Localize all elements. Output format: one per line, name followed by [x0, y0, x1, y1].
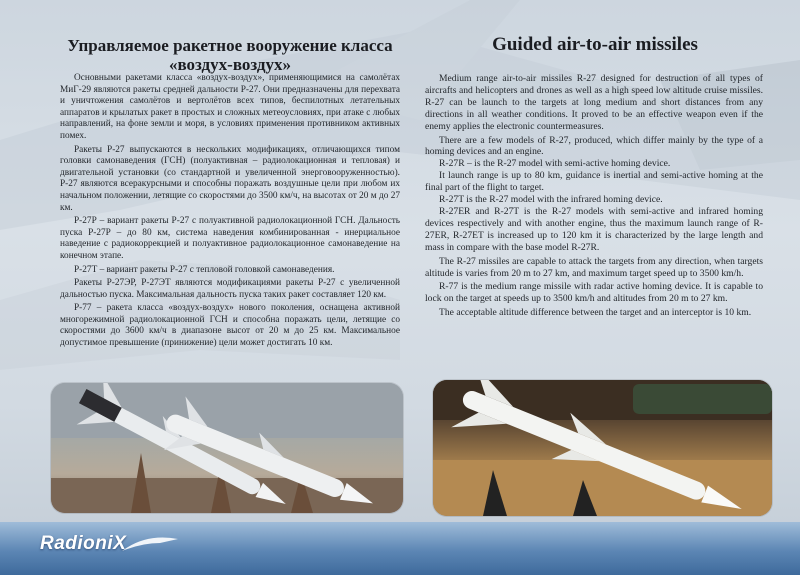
right-title: Guided air-to-air missiles [492, 34, 698, 55]
logo-swoosh-icon [120, 531, 180, 557]
radionix-logo: RadioniX [40, 533, 127, 554]
left-paragraph: Ракеты Р-27ЭР, Р-27ЭТ являются модификациями ракеты Р-27 с увеличенной дальностью пуска. Максимальная дальность пуска таких ракет составляет 120 км. [60, 278, 400, 300]
left-paragraph: Ракеты Р-27 выпускаются в нескольких модификациях, отличающихся типом головки самонаведения (ГСН) (полуактивная – радиолокационная и тепловая) и двигательной установки (со стандартной и увеличенной энерговооруженностью). Р-27 являются всеракурсными и способны поражать воздушные цели при любом их начальном положении, летящие со скоростями до 3500 км/ч, на высотах от 20 м до 27 км. [60, 144, 400, 213]
left-body-text [60, 73, 400, 350]
left-title [60, 36, 400, 74]
left-paragraph: Р-77 – ракета класса «воздух-воздух» нового поколения, оснащена активной многорежимной радиолокационной ГСН и способна поражать цели, летящие со скоростями до 3600 км/ч в диапазоне высот от 20 м до 25 км. Максимальное допустимое превышение (принижение) цели может достигать 10 км. [60, 303, 400, 349]
missiles-illustration [51, 383, 403, 513]
right-paragraph: It launch range is up to 80 km, guidance is inertial and semi-active homing at the final part of the flight to target. [425, 170, 763, 194]
right-paragraph: R-77 is the medium range missile with radar active homing device. It is capable to lock on the target at speeds up to 3500 km/h and altitudes from 20 m to 27 km. [425, 281, 763, 305]
left-paragraph: Основными ракетами класса «воздух-воздух», применяющимися на самолётах МиГ-29 являются ракеты средней дальности Р-27. Они предназначены для перехвата и уничтожения самолётов и вертолётов всех типов, беспилотных летательных аппаратов и крылатых ракет в простых и сложных метеоусловиях, при атаке с любых направлений, на фоне земли и моря, в условиях применения противником активных помех. [60, 73, 400, 141]
r27-missile-photo [433, 380, 772, 516]
left-title-line1: Управляемое ракетное вооружение класса [67, 36, 393, 55]
right-body-text [425, 73, 763, 319]
left-paragraph: Р-27Т – вариант ракеты Р-27 с тепловой головкой самонаведения. [74, 264, 335, 275]
right-paragraph: Medium range air-to-air missiles R-27 designed for destruction of all types of aircrafts and helicopters and drones as well as a high speed low altitude cruise missiles. R-27 can be launch to the targets at long medium and short distances from any directions in all weather conditions. It proved to be an effective weapon even if the enemy applies the electronic countermeasures. [425, 73, 763, 132]
missile-illustration [433, 380, 772, 516]
right-paragraph: The acceptable altitude difference between the target and an interceptor is 10 km. [439, 307, 752, 319]
right-paragraph: R-27T is the R-27 model with the infrared homing device. [439, 194, 663, 206]
left-paragraph: Р-27Р – вариант ракеты Р-27 с полуактивной радиолокационной ГСН. Дальность пуска Р-27Р – до 80 км, система наведения комбинированная - инерциальное наведение с радиокоррекцией и полуактивное радиолокационное самонаведение на конечном этапе. [60, 216, 400, 261]
right-paragraph: The R-27 missiles are capable to attack the targets from any direction, when targets altitude is varies from 20 m to 27 km, and maximum target speed up to 3500 km/h. [425, 255, 763, 279]
left-title-line2: «воздух-воздух» [168, 55, 292, 74]
right-paragraph: R-27R – is the R-27 model with semi-active homing device. [439, 158, 671, 170]
right-paragraph: R-27ER and R-27T is the R-27 models with semi-active and infrared homing devices respectively and with another engine, thus the maximum launch range of R-27ER, R-27ET is increased up to 120 km it is characterized by the large length and mass in compare with the base model R-27R. [425, 205, 763, 253]
missiles-display-photo [51, 383, 403, 513]
right-paragraph: There are a few models of R-27, produced, which differ mainly by the type of a homing devices and an engine. [425, 134, 763, 158]
